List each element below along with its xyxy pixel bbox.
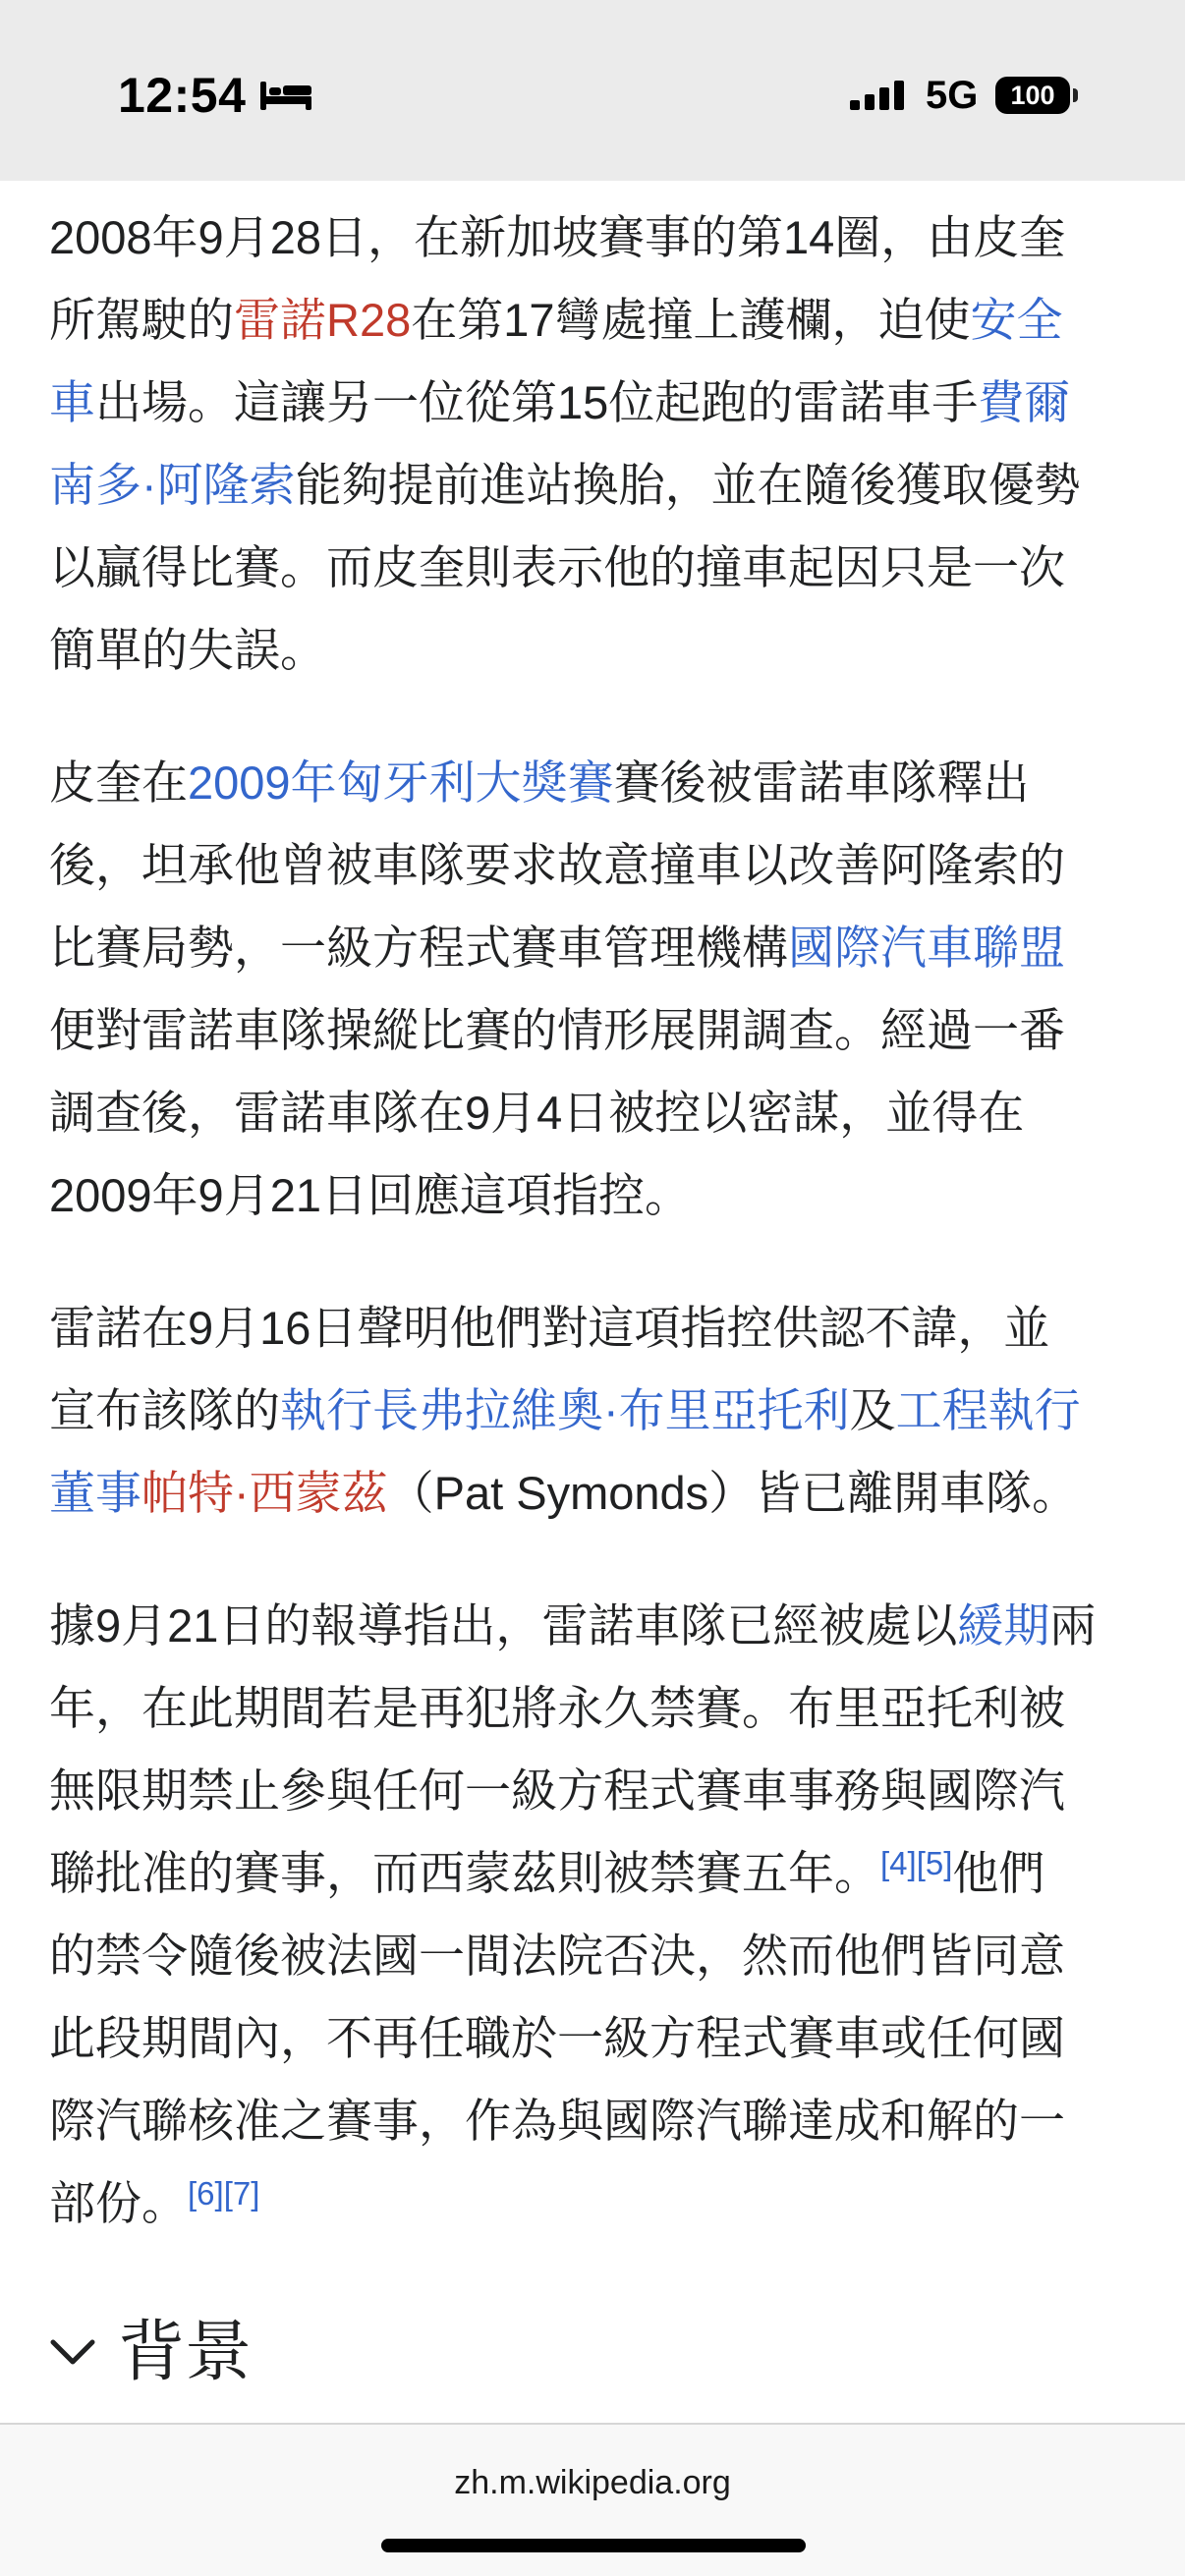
status-bar	[0, 0, 1185, 181]
paragraph-text: 皮奎在	[49, 756, 188, 809]
battery-tip	[1073, 88, 1078, 102]
paragraph-text: 出場。這讓另一位從第15位起跑的雷諾車手	[95, 376, 979, 428]
article-redlink[interactable]: 帕特·西蒙茲	[141, 1467, 388, 1519]
article-link[interactable]: 國際汽車聯盟	[788, 922, 1065, 974]
text-line	[49, 1997, 1140, 2080]
paragraph-text: 聯批准的賽事，而西蒙茲則被禁賽五年。	[49, 1847, 880, 1899]
text-line	[49, 1452, 1140, 1535]
paragraph-text: 簡單的失誤。	[49, 624, 326, 676]
article-link[interactable]: 工程執行	[895, 1384, 1081, 1436]
paragraph-text: 此段期間內，不再任職於一級方程式賽車或任何國	[49, 2012, 1065, 2064]
paragraph-text: 2008年9月28日，在新加坡賽事的第14圈，由皮奎	[49, 211, 1066, 263]
article-paragraph	[49, 1585, 1140, 2245]
cellular-signal-icon	[850, 81, 906, 110]
paragraph-text: 兩	[1049, 1599, 1097, 1652]
paragraph-text: 部份。	[49, 2177, 188, 2229]
citation-link[interactable]: [5]	[916, 1845, 953, 1881]
text-line	[49, 1370, 1140, 1452]
article-body	[49, 196, 1140, 2295]
paragraph-text: （Pat Symonds）皆已離開車隊。	[387, 1467, 1079, 1519]
paragraph-text: 年，在此期間若是再犯將永久禁賽。布里亞托利被	[49, 1682, 1065, 1734]
article-link[interactable]: 車	[49, 376, 95, 428]
text-line	[49, 527, 1140, 609]
article-redlink[interactable]: 雷諾R28	[234, 294, 412, 346]
address-bar-domain[interactable]: zh.m.wikipedia.org	[454, 2464, 731, 2501]
paragraph-text: 無限期禁止參與任何一級方程式賽車事務與國際汽	[49, 1764, 1065, 1817]
battery-body	[995, 77, 1070, 114]
citation-link[interactable]: [7]	[223, 2175, 260, 2212]
paragraph-text: 宣布該隊的	[49, 1384, 280, 1436]
citation-link[interactable]: [6]	[188, 2175, 224, 2212]
text-line	[49, 279, 1140, 362]
section-heading-background[interactable]	[49, 2305, 252, 2399]
paragraph-text: 他們	[952, 1847, 1045, 1899]
battery-icon	[995, 77, 1080, 114]
text-line	[49, 196, 1140, 279]
text-line	[49, 989, 1140, 1072]
paragraph-text: 的禁令隨後被法國一間法院否決，然而他們皆同意	[49, 1930, 1065, 1982]
section-title: 背景	[118, 2315, 253, 2389]
article-paragraph	[49, 196, 1140, 692]
text-line	[49, 1585, 1140, 1667]
text-line	[49, 907, 1140, 989]
paragraph-text: 際汽聯核准之賽事，作為與國際汽聯達成和解的一	[49, 2095, 1065, 2147]
chevron-down-icon[interactable]	[49, 2337, 96, 2367]
text-line	[49, 609, 1140, 692]
paragraph-text: 在第17彎處撞上護欄，迫使	[411, 294, 971, 346]
paragraph-text: 所駕駛的	[49, 294, 234, 346]
article-link[interactable]: 緩期	[957, 1599, 1050, 1652]
bed-icon	[259, 80, 312, 111]
paragraph-text: 及	[849, 1384, 896, 1436]
paragraph-text: 據9月21日的報導指出，雷諾車隊已經被處以	[49, 1599, 958, 1652]
text-line	[49, 2080, 1140, 2162]
home-indicator[interactable]	[381, 2539, 806, 2552]
article-link[interactable]: 安全	[970, 294, 1063, 346]
text-line	[49, 1072, 1140, 1154]
status-time: 12:54	[118, 68, 247, 123]
text-line	[49, 1667, 1140, 1750]
text-line	[49, 362, 1140, 444]
text-line	[49, 2162, 1140, 2245]
paragraph-text: 雷諾在9月16日聲明他們對這項指控供認不諱，並	[49, 1302, 1050, 1354]
text-line	[49, 1915, 1140, 1997]
article-paragraph	[49, 742, 1140, 1237]
article-link[interactable]: 南多·阿隆索	[49, 459, 296, 511]
paragraph-text: 賽後被雷諾車隊釋出	[613, 756, 1030, 809]
paragraph-text: 2009年9月21日回應這項指控。	[49, 1169, 691, 1221]
article-link[interactable]: 董事	[49, 1467, 141, 1519]
text-line	[49, 1750, 1140, 1832]
paragraph-text: 後，坦承他曾被車隊要求故意撞車以改善阿隆索的	[49, 839, 1065, 891]
browser-toolbar	[0, 2423, 1185, 2576]
article-link[interactable]: 2009年匈牙利大獎賽	[188, 756, 614, 809]
text-line	[49, 1154, 1140, 1237]
article-paragraph	[49, 1287, 1140, 1535]
text-line	[49, 444, 1140, 527]
article-link[interactable]: 執行長弗拉維奧·布里亞托利	[280, 1384, 850, 1436]
text-line	[49, 742, 1140, 824]
paragraph-text: 能夠提前進站換胎，並在隨後獲取優勢	[295, 459, 1081, 511]
network-type: 5G	[926, 74, 979, 117]
battery-level: 100	[1010, 81, 1055, 110]
text-line	[49, 824, 1140, 907]
citation-link[interactable]: [4]	[880, 1845, 917, 1881]
paragraph-text: 便對雷諾車隊操縱比賽的情形展開調查。經過一番	[49, 1004, 1065, 1056]
paragraph-text: 調查後，雷諾車隊在9月4日被控以密謀，並得在	[49, 1087, 1025, 1139]
text-line	[49, 1832, 1140, 1915]
article-link[interactable]: 費爾	[978, 376, 1071, 428]
paragraph-text: 以贏得比賽。而皮奎則表示他的撞車起因只是一次	[49, 541, 1065, 593]
text-line	[49, 1287, 1140, 1370]
paragraph-text: 比賽局勢，一級方程式賽車管理機構	[49, 922, 788, 974]
